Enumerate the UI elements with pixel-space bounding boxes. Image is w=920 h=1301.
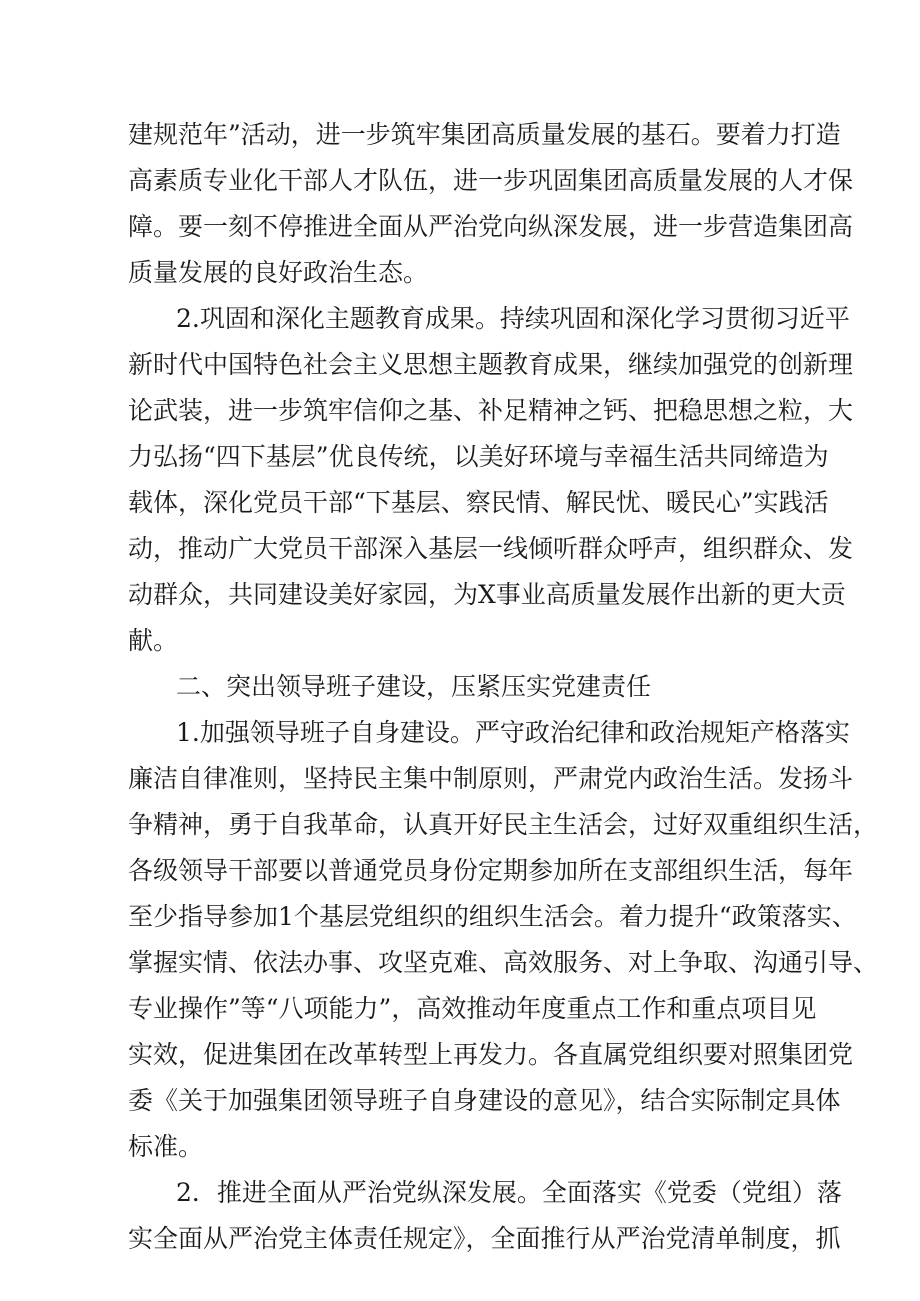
- text-line: 专业操作”等“八项能力”，高效推动年度重点工作和重点项目见: [128, 994, 817, 1023]
- text-line: 各级领导干部要以普通党员身份定期参加所在支部组织生活，每年: [128, 856, 854, 885]
- text-line: 廉洁自律准则，坚持民主集中制原则，严肃党内政治生活。发扬斗: [128, 764, 854, 793]
- text-line: 标准。: [128, 1132, 204, 1161]
- text-line: 载体，深化党员干部“下基层、察民情、解民忧、暖民心”实践活: [128, 488, 829, 517]
- text-line: 建规范年”活动，进一步筑牢集团高质量发展的基石。要着力打造: [128, 120, 841, 149]
- text-line: 实全面从严治党主体责任规定》，全面推行从严治党清单制度，抓: [128, 1224, 841, 1253]
- text-line: 质量发展的良好政治生态。: [128, 258, 429, 287]
- text-line: 力弘扬“四下基层”优良传统，以美好环境与幸福生活共同缔造为: [128, 442, 829, 471]
- text-line: 委《关于加强集团领导班子自身建设的意见》，结合实际制定具体: [128, 1086, 841, 1115]
- text-line: 论武装，进一步筑牢信仰之基、补足精神之钙、把稳思想之粒，大: [128, 396, 854, 425]
- text-line: 动群众，共同建设美好家园，为X事业高质量发展作出新的更大贡: [128, 580, 846, 609]
- text-line: 高素质专业化干部人才队伍，进一步巩固集团高质量发展的人才保: [128, 166, 854, 195]
- text-line: 争精神，勇于自我革命，认真开好民主生活会，过好双重组织生活，: [128, 810, 879, 839]
- paragraph-start-line: 1.加强领导班子自身建设。严守政治纪律和政治规矩产格落实: [176, 718, 850, 747]
- paragraph-start-line: 2．推进全面从严治党纵深发展。全面落实《党委（党组）落: [176, 1178, 842, 1207]
- text-line: 动，推动广大党员干部深入基层一线倾听群众呼声，组织群众、发: [128, 534, 854, 563]
- paragraph-start-line: 2.巩固和深化主题教育成果。持续巩固和深化学习贯彻习近平: [176, 304, 850, 333]
- section-heading: 二、突出领导班子建设，压紧压实党建责任: [176, 672, 652, 701]
- text-line: 障。要一刻不停推进全面从严治党向纵深发展，进一步营造集团高: [128, 212, 854, 241]
- text-line: 献。: [128, 626, 179, 655]
- text-line: 至少指导参加1个基层党组织的组织生活会。着力提升“政策落实、: [128, 902, 857, 931]
- text-line: 新时代中国特色社会主义思想主题教育成果，继续加强党的创新理: [128, 350, 854, 379]
- text-line: 实效，促进集团在改革转型上再发力。各直属党组织要对照集团党: [128, 1040, 854, 1069]
- text-line: 掌握实情、依法办事、攻坚克难、高效服务、对上争取、沟通引导、: [128, 948, 879, 977]
